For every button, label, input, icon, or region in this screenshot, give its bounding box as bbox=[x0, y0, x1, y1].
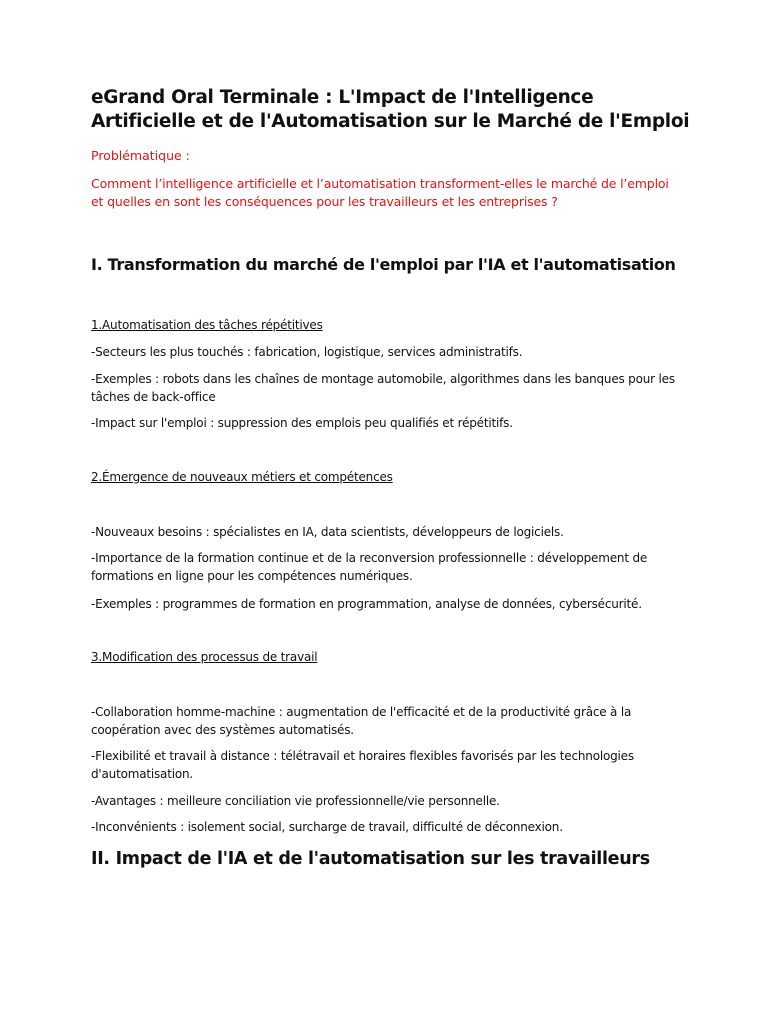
list-item: -Flexibilité et travail à distance : télétravail et horaires flexibles favorisés par les technologies d'automatisation. bbox=[91, 749, 634, 781]
list-item: -Importance de la formation continue et de la reconversion professionnelle : développement de formations en ligne pour les compétences numériques. bbox=[91, 551, 648, 583]
list-item: -Exemples : robots dans les chaînes de montage automobile, algorithmes dans les banques pour les tâches de back-office bbox=[91, 372, 675, 404]
list-item: -Secteurs les plus touchés : fabrication, logistique, services administratifs. bbox=[91, 345, 523, 359]
section-1-heading: I. Transformation du marché de l'emploi par l'IA et l'automatisation bbox=[91, 255, 676, 274]
list-item: -Impact sur l'emploi : suppression des emplois peu qualifiés et répétitifs. bbox=[91, 416, 513, 430]
document-title: eGrand Oral Terminale : L'Impact de l'Intelligence Artificielle et de l'Automatisation sur le Marché de l'Emploi bbox=[91, 87, 690, 132]
subsection-3-title: 3.Modification des processus de travail bbox=[91, 650, 318, 664]
list-item: -Avantages : meilleure conciliation vie professionnelle/vie personnelle. bbox=[91, 794, 500, 808]
list-item: -Inconvénients : isolement social, surcharge de travail, difficulté de déconnexion. bbox=[91, 820, 563, 834]
list-item: -Nouveaux besoins : spécialistes en IA, data scientists, développeurs de logiciels. bbox=[91, 525, 564, 539]
subsection-2-title: 2.Émergence de nouveaux métiers et compétences bbox=[91, 470, 393, 484]
problematique-label: Problématique : bbox=[91, 148, 190, 163]
section-2-heading: II. Impact de l'IA et de l'automatisation sur les travailleurs bbox=[91, 849, 650, 869]
problematique-text: Comment l’intelligence artificielle et l’automatisation transforment-elles le marché de l’emploi et quelles en sont les conséquences pour les travailleurs et les entreprises ? bbox=[91, 176, 669, 209]
subsection-1-title: 1.Automatisation des tâches répétitives bbox=[91, 318, 323, 332]
list-item: -Collaboration homme-machine : augmentation de l'efficacité et de la productivité grâce à la coopération avec des systèmes automatisés. bbox=[91, 705, 632, 737]
list-item: -Exemples : programmes de formation en programmation, analyse de données, cybersécurité. bbox=[91, 597, 642, 611]
